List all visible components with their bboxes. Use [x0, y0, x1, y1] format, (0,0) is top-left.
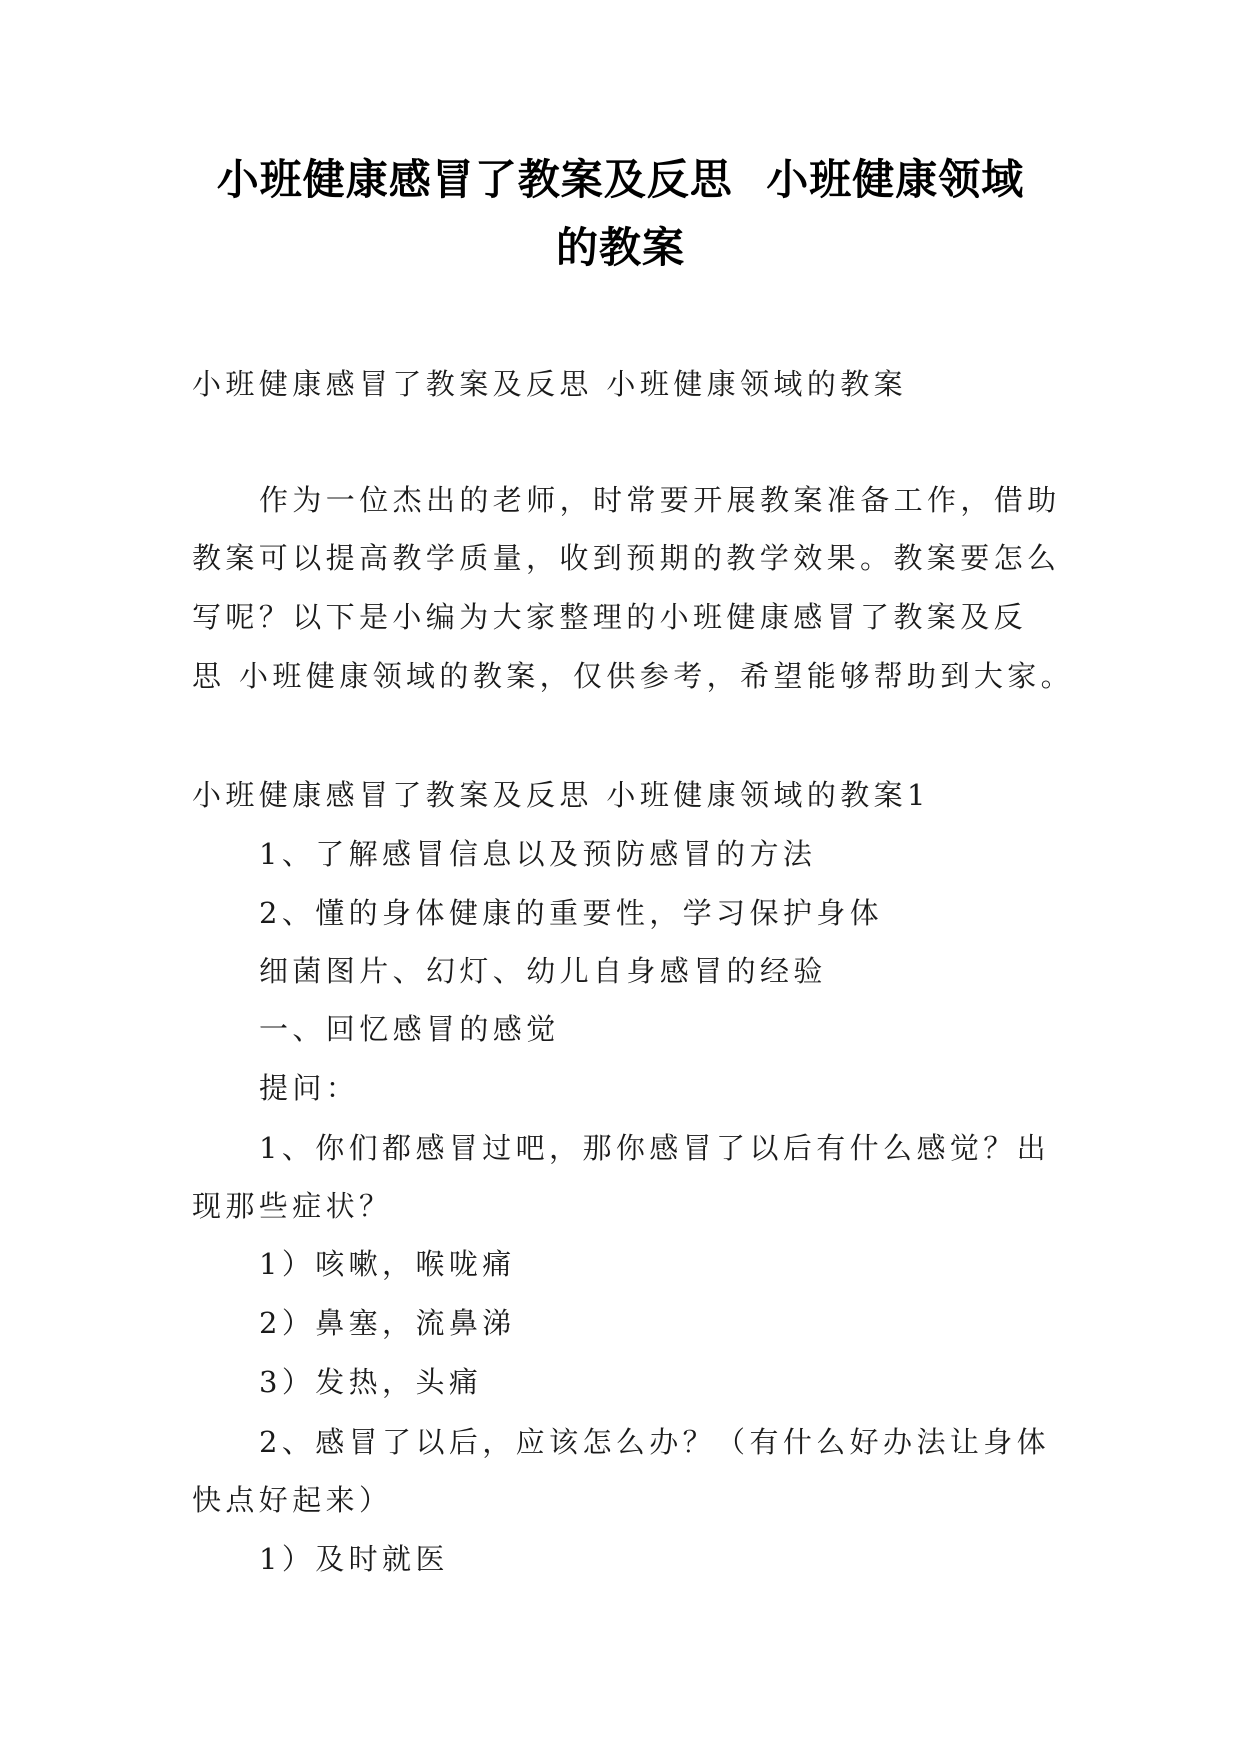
title-line: 小班健康感冒了教案及反思 小班健康领域 [216, 155, 1025, 204]
section-heading: 小班健康感冒了教案及反思 小班健康领域的教案1 [192, 778, 930, 812]
body-line: 一、回忆感冒的感觉 [259, 1012, 560, 1046]
intro-line: 作为一位杰出的老师，时常要开展教案准备工作，借助 [259, 483, 1061, 517]
body-line: 1）咳嗽，喉咙痛 [259, 1247, 516, 1281]
document-subtitle: 小班健康感冒了教案及反思 小班健康领域的教案 [192, 367, 908, 401]
body-line: 快点好起来） [192, 1483, 393, 1517]
title-line: 的教案 [555, 223, 685, 272]
body-line: 2）鼻塞，流鼻涕 [259, 1306, 516, 1340]
body-line: 细菌图片、幻灯、幼儿自身感冒的经验 [259, 954, 827, 988]
body-line: 现那些症状？ [192, 1189, 393, 1223]
intro-line: 教案可以提高教学质量，收到预期的教学效果。教案要怎么 [192, 541, 1061, 575]
body-line: 3）发热，头痛 [259, 1365, 483, 1399]
body-line: 提问： [259, 1071, 360, 1105]
body-line: 1、你们都感冒过吧，那你感冒了以后有什么感觉？出 [259, 1131, 1051, 1165]
intro-line: 思 小班健康领域的教案，仅供参考，希望能够帮助到大家。 [192, 659, 1075, 693]
body-line: 2、懂的身体健康的重要性，学习保护身体 [259, 896, 884, 930]
body-line: 2、感冒了以后，应该怎么办？（有什么好办法让身体 [259, 1425, 1051, 1459]
body-line: 1、了解感冒信息以及预防感冒的方法 [259, 837, 817, 871]
body-line: 1）及时就医 [259, 1542, 449, 1576]
intro-line: 写呢？以下是小编为大家整理的小班健康感冒了教案及反 [192, 600, 1028, 634]
